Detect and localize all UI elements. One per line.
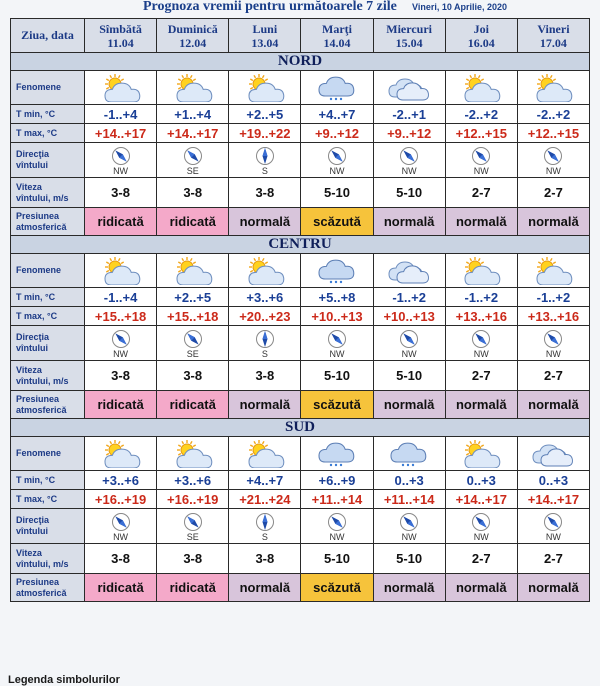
- wind-speed-cell: 2-7: [517, 544, 589, 574]
- tmax-cell: +15..+18: [85, 307, 157, 326]
- pressure-label: [11, 391, 85, 419]
- day-header: [85, 19, 157, 53]
- tmin-cell: +2..+5: [157, 288, 229, 307]
- wind-direction-text: NW: [473, 165, 489, 176]
- day-name: Joi: [473, 21, 489, 36]
- pressure-cell: normală: [517, 391, 589, 419]
- compass-icon: [518, 329, 589, 349]
- wind-speed-row: [11, 544, 590, 574]
- wind-direction-cell: [445, 326, 517, 361]
- wind-direction-cell: [373, 326, 445, 361]
- compass-icon: [374, 146, 445, 166]
- partly-cloudy-icon: [445, 254, 517, 288]
- wind-speed-cell: 2-7: [445, 361, 517, 391]
- phenomena-label: [11, 71, 85, 105]
- phenomena-row: [11, 437, 590, 471]
- pressure-label-2: atmosferică: [16, 221, 67, 232]
- wind-dir-label-1: Direcţia: [16, 515, 50, 525]
- tmax-cell: +12..+15: [445, 124, 517, 143]
- compass-icon: [229, 329, 300, 349]
- compass-icon: [229, 146, 300, 166]
- wind-direction-cell: [373, 143, 445, 178]
- rain-cloud-icon: [373, 437, 445, 471]
- day-date: 11.04: [107, 35, 134, 50]
- wind-direction-text: NW: [401, 165, 417, 176]
- wind-direction-cell: [301, 143, 373, 178]
- pressure-cell: normală: [373, 208, 445, 236]
- tmin-cell: +3..+6: [85, 471, 157, 490]
- pressure-cell: normală: [229, 574, 301, 602]
- wind-speed-label: [11, 361, 85, 391]
- compass-icon: [301, 329, 372, 349]
- rain-cloud-icon: [301, 71, 373, 105]
- tmin-label-text: T min, °C: [16, 108, 56, 119]
- tmax-label-text: T max, °C: [16, 310, 58, 321]
- wind-direction-cell: [157, 509, 229, 544]
- pressure-cell: normală: [517, 208, 589, 236]
- tmax-cell: +9..+12: [373, 124, 445, 143]
- tmax-label: [11, 307, 85, 326]
- wind-speed-cell: 2-7: [445, 544, 517, 574]
- wind-direction-cell: [229, 143, 301, 178]
- phenomena-row: [11, 71, 590, 105]
- compass-icon: [518, 146, 589, 166]
- wind-direction-cell: [301, 509, 373, 544]
- day-name: Duminică: [167, 21, 218, 36]
- wind-direction-text: NW: [113, 165, 129, 176]
- wind-speed-cell: 3-8: [85, 544, 157, 574]
- tmax-cell: +19..+22: [229, 124, 301, 143]
- region-header-row: [11, 419, 590, 437]
- pressure-cell: normală: [517, 574, 589, 602]
- days-header-row: [11, 19, 590, 53]
- compass-icon: [85, 146, 156, 166]
- wind-direction-cell: [373, 509, 445, 544]
- issue-date: Vineri, 10 Aprilie, 2020: [412, 2, 508, 12]
- wind-direction-text: NW: [545, 531, 561, 542]
- tmax-cell: +15..+18: [157, 307, 229, 326]
- wind-speed-cell: 3-8: [157, 544, 229, 574]
- pressure-cell: normală: [229, 208, 301, 236]
- wind-dir-label-1: Direcţia: [16, 149, 50, 159]
- region-name: NORD: [11, 53, 590, 71]
- tmin-label-text: T min, °C: [16, 474, 56, 485]
- wind-direction-cell: [85, 143, 157, 178]
- pressure-cell: ridicată: [157, 208, 229, 236]
- wind-speed-label: [11, 178, 85, 208]
- cloudy-icon: [373, 254, 445, 288]
- wind-dir-label-2: vîntului: [16, 343, 48, 353]
- wind-speed-label-2: vîntului, m/s: [16, 192, 69, 203]
- page-header: [0, 0, 600, 16]
- tmax-cell: +16..+19: [85, 490, 157, 509]
- wind-speed-label-2: vîntului, m/s: [16, 558, 69, 569]
- wind-speed-cell: 3-8: [229, 361, 301, 391]
- wind-direction-text: S: [261, 531, 268, 542]
- tmax-cell: +21..+24: [229, 490, 301, 509]
- wind-direction-text: NW: [329, 348, 345, 359]
- day-name: Miercuri: [386, 21, 433, 36]
- wind-speed-label-1: Viteza: [16, 181, 42, 192]
- compass-icon: [157, 329, 228, 349]
- wind-direction-cell: [517, 326, 589, 361]
- rain-cloud-icon: [301, 254, 373, 288]
- region-header-row: [11, 236, 590, 254]
- wind-speed-cell: 5-10: [301, 361, 373, 391]
- wind-speed-label-1: Viteza: [16, 364, 42, 375]
- wind-dir-label-2: vîntului: [16, 160, 48, 170]
- day-header: [445, 19, 517, 53]
- cloudy-icon: [373, 71, 445, 105]
- wind-speed-cell: 5-10: [373, 544, 445, 574]
- cloudy-icon: [517, 437, 589, 471]
- tmin-cell: -2..+1: [373, 105, 445, 124]
- tmax-cell: +14..+17: [517, 490, 589, 509]
- compass-icon: [301, 512, 372, 532]
- tmax-cell: +13..+16: [517, 307, 589, 326]
- partly-cloudy-icon: [157, 254, 229, 288]
- wind-speed-cell: 3-8: [85, 178, 157, 208]
- wind-direction-text: NW: [329, 531, 345, 542]
- phenomena-row: [11, 254, 590, 288]
- tmin-cell: -2..+2: [445, 105, 517, 124]
- wind-speed-cell: 2-7: [445, 178, 517, 208]
- wind-speed-cell: 3-8: [157, 361, 229, 391]
- partly-cloudy-icon: [445, 71, 517, 105]
- wind-speed-cell: 5-10: [301, 544, 373, 574]
- tmin-row: [11, 105, 590, 124]
- rain-cloud-icon: [301, 437, 373, 471]
- partly-cloudy-icon: [445, 437, 517, 471]
- compass-icon: [446, 512, 517, 532]
- partly-cloudy-icon: [229, 71, 301, 105]
- tmin-cell: 0..+3: [373, 471, 445, 490]
- pressure-row: [11, 391, 590, 419]
- tmin-cell: -1..+2: [517, 288, 589, 307]
- partly-cloudy-icon: [229, 254, 301, 288]
- compass-icon: [446, 146, 517, 166]
- compass-icon: [157, 146, 228, 166]
- wind-direction-text: SE: [186, 165, 199, 176]
- pressure-cell: ridicată: [85, 391, 157, 419]
- wind-speed-label-2: vîntului, m/s: [16, 375, 69, 386]
- tmin-row: [11, 471, 590, 490]
- wind-direction-cell: [517, 143, 589, 178]
- wind-speed-cell: 2-7: [517, 178, 589, 208]
- tmax-cell: +14..+17: [85, 124, 157, 143]
- pressure-label-1: Presiunea: [16, 576, 60, 587]
- wind-direction-cell: [85, 326, 157, 361]
- compass-icon: [229, 512, 300, 532]
- pressure-cell: normală: [445, 574, 517, 602]
- day-header: [229, 19, 301, 53]
- wind-direction-row: [11, 143, 590, 178]
- tmin-cell: -1..+4: [85, 105, 157, 124]
- pressure-label: [11, 574, 85, 602]
- wind-speed-label: [11, 544, 85, 574]
- wind-direction-label: [11, 143, 85, 178]
- tmin-cell: +5..+8: [301, 288, 373, 307]
- tmin-cell: +3..+6: [157, 471, 229, 490]
- day-date: 14.04: [323, 35, 351, 50]
- day-name: Luni: [252, 21, 278, 36]
- wind-direction-cell: [445, 143, 517, 178]
- wind-direction-text: NW: [329, 165, 345, 176]
- pressure-label-1: Presiunea: [16, 393, 60, 404]
- pressure-cell: normală: [373, 391, 445, 419]
- pressure-label-2: atmosferică: [16, 587, 67, 598]
- partly-cloudy-icon: [85, 437, 157, 471]
- wind-speed-cell: 3-8: [229, 178, 301, 208]
- wind-direction-text: NW: [473, 531, 489, 542]
- tmin-cell: 0..+3: [445, 471, 517, 490]
- phenomena-label-text: Fenomene: [16, 265, 62, 275]
- pressure-cell: ridicată: [85, 208, 157, 236]
- tmax-cell: +10..+13: [301, 307, 373, 326]
- wind-speed-row: [11, 361, 590, 391]
- wind-direction-cell: [445, 509, 517, 544]
- forecast-table: [10, 18, 590, 602]
- wind-direction-text: SE: [186, 348, 199, 359]
- wind-dir-label-1: Direcţia: [16, 332, 50, 342]
- wind-speed-cell: 5-10: [373, 178, 445, 208]
- tmax-row: [11, 490, 590, 509]
- day-header: [373, 19, 445, 53]
- tmin-cell: +4..+7: [229, 471, 301, 490]
- tmin-cell: -1..+2: [373, 288, 445, 307]
- pressure-label: [11, 208, 85, 236]
- compass-icon: [374, 329, 445, 349]
- tmax-cell: +12..+15: [517, 124, 589, 143]
- tmin-label-text: T min, °C: [16, 291, 56, 302]
- tmax-cell: +11..+14: [373, 490, 445, 509]
- wind-direction-cell: [85, 509, 157, 544]
- pressure-row: [11, 208, 590, 236]
- tmax-cell: +10..+13: [373, 307, 445, 326]
- partly-cloudy-icon: [229, 437, 301, 471]
- wind-direction-text: NW: [473, 348, 489, 359]
- tmax-cell: +20..+23: [229, 307, 301, 326]
- tmax-row: [11, 124, 590, 143]
- pressure-cell: scăzută: [301, 574, 373, 602]
- compass-icon: [85, 329, 156, 349]
- compass-icon: [518, 512, 589, 532]
- tmin-cell: +4..+7: [301, 105, 373, 124]
- compass-icon: [446, 329, 517, 349]
- wind-speed-cell: 5-10: [373, 361, 445, 391]
- day-date: 15.04: [395, 35, 423, 50]
- wind-direction-cell: [517, 509, 589, 544]
- day-header: [301, 19, 373, 53]
- wind-dir-label-2: vîntului: [16, 526, 48, 536]
- pressure-cell: normală: [445, 391, 517, 419]
- pressure-cell: normală: [445, 208, 517, 236]
- day-date: 12.04: [179, 35, 207, 50]
- region-name: SUD: [11, 419, 590, 437]
- tmax-label-text: T max, °C: [16, 493, 58, 504]
- wind-speed-cell: 5-10: [301, 178, 373, 208]
- tmax-row: [11, 307, 590, 326]
- day-date: 13.04: [251, 35, 279, 50]
- wind-speed-label-1: Viteza: [16, 547, 42, 558]
- pressure-label-2: atmosferică: [16, 404, 67, 415]
- day-date: 16.04: [467, 35, 495, 50]
- day-header: [157, 19, 229, 53]
- compass-icon: [85, 512, 156, 532]
- compass-icon: [157, 512, 228, 532]
- day-date: 17.04: [539, 35, 567, 50]
- wind-speed-cell: 3-8: [229, 544, 301, 574]
- phenomena-label-text: Fenomene: [16, 82, 62, 92]
- pressure-cell: normală: [373, 574, 445, 602]
- wind-direction-row: [11, 509, 590, 544]
- partly-cloudy-icon: [85, 71, 157, 105]
- tmin-cell: -1..+2: [445, 288, 517, 307]
- tmin-cell: +3..+6: [229, 288, 301, 307]
- partly-cloudy-icon: [157, 437, 229, 471]
- wind-direction-text: NW: [545, 165, 561, 176]
- partly-cloudy-icon: [85, 254, 157, 288]
- region-name: CENTRU: [11, 236, 590, 254]
- wind-direction-cell: [229, 509, 301, 544]
- tmin-cell: -2..+2: [517, 105, 589, 124]
- wind-speed-cell: 2-7: [517, 361, 589, 391]
- wind-direction-text: NW: [401, 348, 417, 359]
- wind-direction-cell: [157, 326, 229, 361]
- compass-icon: [374, 512, 445, 532]
- partly-cloudy-icon: [517, 71, 589, 105]
- partly-cloudy-icon: [157, 71, 229, 105]
- compass-icon: [301, 146, 372, 166]
- day-header: [517, 19, 589, 53]
- tmax-label-text: T max, °C: [16, 127, 58, 138]
- phenomena-label: [11, 254, 85, 288]
- wind-speed-row: [11, 178, 590, 208]
- tmax-cell: +13..+16: [445, 307, 517, 326]
- wind-speed-cell: 3-8: [157, 178, 229, 208]
- wind-direction-cell: [301, 326, 373, 361]
- pressure-cell: normală: [229, 391, 301, 419]
- pressure-cell: ridicată: [157, 574, 229, 602]
- page-title: Prognoza vremii pentru următoarele 7 zile: [143, 0, 397, 14]
- phenomena-label: [11, 437, 85, 471]
- tmin-label: [11, 471, 85, 490]
- tmax-cell: +11..+14: [301, 490, 373, 509]
- tmin-cell: 0..+3: [517, 471, 589, 490]
- tmax-label: [11, 124, 85, 143]
- phenomena-label-text: Fenomene: [16, 448, 62, 458]
- wind-direction-text: S: [261, 165, 268, 176]
- region-header-row: [11, 53, 590, 71]
- wind-direction-row: [11, 326, 590, 361]
- tmin-label: [11, 288, 85, 307]
- wind-direction-cell: [157, 143, 229, 178]
- day-date-header: Ziua, data: [11, 19, 85, 53]
- tmax-cell: +14..+17: [445, 490, 517, 509]
- wind-direction-text: NW: [401, 531, 417, 542]
- tmax-cell: +9..+12: [301, 124, 373, 143]
- pressure-cell: scăzută: [301, 208, 373, 236]
- day-name: Sîmbătă: [99, 21, 142, 36]
- wind-direction-text: NW: [545, 348, 561, 359]
- tmin-row: [11, 288, 590, 307]
- legend-caption: Legenda simbolurilor: [8, 674, 120, 686]
- tmin-cell: -1..+4: [85, 288, 157, 307]
- pressure-cell: scăzută: [301, 391, 373, 419]
- partly-cloudy-icon: [517, 254, 589, 288]
- tmax-cell: +14..+17: [157, 124, 229, 143]
- tmin-cell: +1..+4: [157, 105, 229, 124]
- wind-direction-text: S: [261, 348, 268, 359]
- wind-direction-text: NW: [113, 348, 129, 359]
- day-name: Marţi: [322, 21, 352, 36]
- tmin-cell: +6..+9: [301, 471, 373, 490]
- pressure-label-1: Presiunea: [16, 210, 60, 221]
- wind-direction-label: [11, 509, 85, 544]
- pressure-cell: ridicată: [157, 391, 229, 419]
- wind-direction-text: SE: [186, 531, 199, 542]
- wind-direction-cell: [229, 326, 301, 361]
- wind-direction-text: NW: [113, 531, 129, 542]
- tmax-cell: +16..+19: [157, 490, 229, 509]
- tmin-cell: +2..+5: [229, 105, 301, 124]
- tmax-label: [11, 490, 85, 509]
- wind-direction-label: [11, 326, 85, 361]
- tmin-label: [11, 105, 85, 124]
- pressure-cell: ridicată: [85, 574, 157, 602]
- wind-speed-cell: 3-8: [85, 361, 157, 391]
- day-name: Vineri: [537, 21, 570, 36]
- pressure-row: [11, 574, 590, 602]
